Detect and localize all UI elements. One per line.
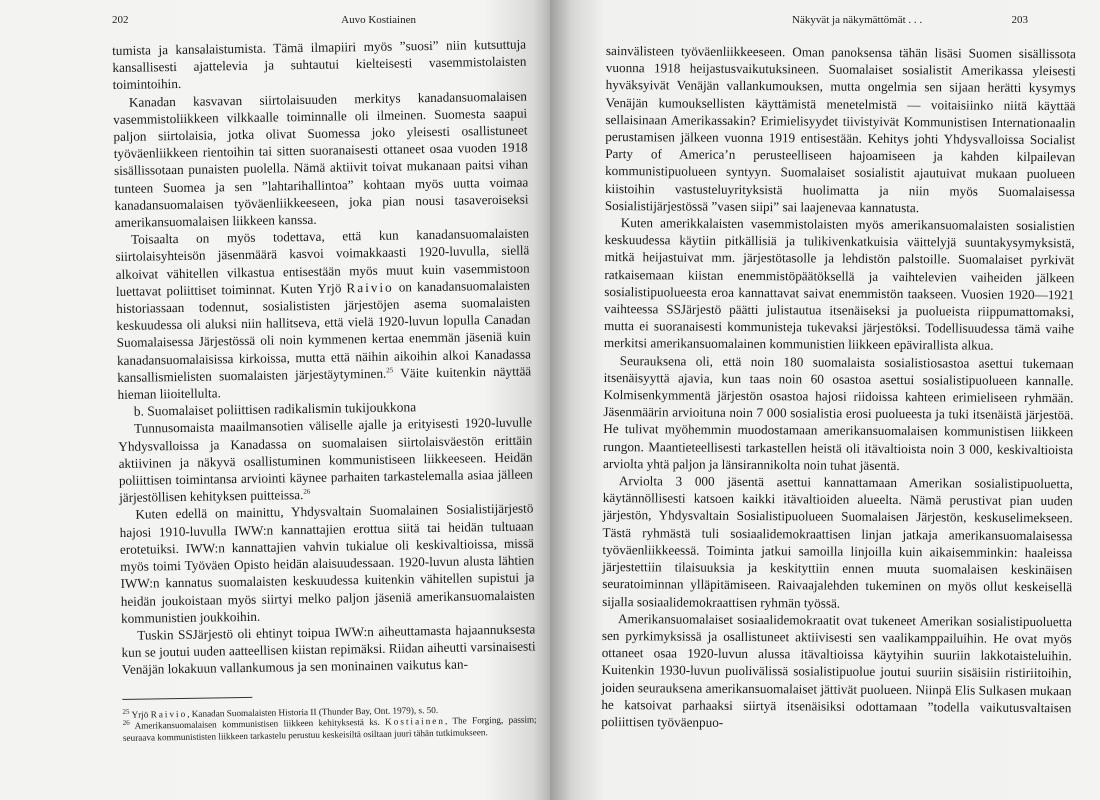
footnote: $^{25}$ Yrjö Raivio, Kanadan Suomalaisten Historia II (Thunder Bay, Ont. 1979), s. 50. <box>122 704 439 720</box>
right-running-head <box>606 14 1076 42</box>
right-page <box>550 0 1100 800</box>
left-page-number: 202 <box>112 14 129 26</box>
paragraph: Seurauksena oli, että noin 180 suomalaista sosialistiosastoa asettui tukemaan itsenäisyyttä ajavia, kun taas noin 60 osastoa asettui sosialistipuolueen kannalle. Kolmisenkymmentä järjestön osastoa hajosi riidoissa kahteen erimieliseen ryhmään. Jäsenmäärin arvioituna noin 7 000 sosialistia erosi puolueesta ja tuki itsenäistä järjestöä. He tulivat myöhemmin muodostamaan amerikansuomalaisen kommunistisen liikkeen rungon. Maantieteellisesti tarkastellen heistä oli itävaltioista noin 3 000, keskivaltioista arviolta yhtä paljon ja länsirannikolta noin tuhat jäsentä. <box>603 352 1074 473</box>
right-page-number: 203 <box>1011 14 1028 26</box>
right-running-title: Näkyvät ja näkymättömät . . . <box>792 14 923 26</box>
paragraph: Kuten amerikkalaisten vasemmistolaisten myös amerikansuomalaisten sosialistien keskuudessa käytiin pitkällisiä ja tulikivenkatkuisia väittelyjä suuntakysymyksistä, mitkä heijastuivat mm. järjestötasolle ja lehdistön palstoille. Suomalaiset pyrkivät ratkaisemaan kiistan enemmistöpäätöksellä ja vaihtelevien vaiheiden jälkeen sosialistipuolueesta eroa kannattavat saivat enemmistön taakseen. Vuosien 1920—1921 vaihteessa SSJärjestö päätti julistautua itsenäiseksi ja puolueista riippumattomaksi, mutta ei suoranaisesti kommunisteja tukevaksi järjestöksi. Todellisuudessa tämä vaihe merkitsi amerikansuomalainen kommunistien liikkeen epävirallista alkua. <box>603 215 1075 354</box>
paragraph: tumista ja kansalaistumista. Tämä ilmapiiri myös ”suosi” niin kutsuttuja kansallisesti ajattelevia ja suhtautui kielteisesti vasemmistolaisten toimintoihin. <box>112 36 527 93</box>
paragraph: sainvälisteen työväenliikkeeseen. Oman panoksensa tähän lisäsi Suomen sisällissota vuonna 1918 heijastusvaikutuksineen. Suomalaiset sosialistit Amerikassa yleisesti hyväksyivät Venäjän vallankumouksen, mutta ongelmia sen sijaan herätti kysymys Venäjän kumouksellisten käyttämistä menetelmistä — voitaisiinko niitä käyttää sellaisinaan Amerikassakin? Erimielisyydet tiivistyivät Kommunistisen Internationaalin perustamisen jälkeen vuonna 1919 entisestään. Kehitys johti Yhdysvalloissa Socialist Party of America’n perusteelliseen hajoamiseen ja kahden kilpailevan kommunistipuolueen syntyyn. Suomalaiset sosialistit ajautuivat mukaan puolueen kiistoihin vastusteluyrityksistä huolimatta ja niin myös Suomalaisessa Sosialistijärjestössä ”vasen siipi” sai laajenevaa kannatusta. <box>604 42 1076 216</box>
right-body-text <box>601 42 1076 733</box>
footnote-ref: 25 <box>386 366 394 375</box>
paragraph: Tunnusomaista maailmansotien väliselle ajalle ja erityisesti 1920-luvulle Yhdysvalloissa ja Kanadassa on suomalaisen siirtolaisväestön erittäin aktiivinen ja näkyvä osallistuminen kommunistiseen liikkeeseen. Heidän poliittisen toimintansa arviointi käynee parhaiten tarkastelemalla asiaa jälleen järjestöllisen kehityksen puitteissa.$^{26}$ <box>118 414 533 506</box>
paragraph: Kanadan kasvavan siirtolaisuuden merkitys kanadansuomalaisen vasemmistoliikkeen vilkkaalle toiminnalle oli ilmeinen. Suomesta saapui paljon siirtolaisia, jotka olivat Suomessa joko yleisesti osallistuneet työväenliikkeen rientoihin tai sitten suoranaisesti ottaneet osaa vuoden 1918 sisällissotaan punaisten puolella. Nämä aktiivit toivat mukanaan paitsi vihan tunteen Suomea ja sen ”lahtarihallintoa” kohtaan myös uutta voimaa kanadansuomalaisen työväenliikkeeseen, joka pian nousi tasaveroiseksi amerikansuomalaisen liikkeen kanssa. <box>113 88 529 231</box>
paragraph: Kuten edellä on mainittu, Yhdysvaltain Suomalainen Sosialistijärjestö hajosi 1910-luvulla IWW:n kannattajien erottua siitä tai heidän tultuaan erotetuiksi. IWW:n kannattajien vahvin tukialue oli keskivaltioissa, missä myös toimi Työväen Opisto heidän alaisuudessaan. 1920-luvun alusta lähtien IWW:n kannatus suomalaisten keskuudessa kuitenkin vähitellen supistui ja heidän joukoistaan myös siirtyi melko paljon jäseniä amerikansuomalaisten kommunistien joukkoihin. <box>119 500 535 626</box>
left-running-title: Auvo Kostiainen <box>341 14 416 26</box>
author-name: Raivio <box>346 279 394 296</box>
footnote-divider <box>122 696 252 699</box>
section-heading: b. Suomalaiset poliittisen radikalismin tukijoukkona <box>133 399 417 419</box>
footnote-ref: 26 <box>303 487 311 496</box>
paragraph: Toisaalta on myös todettava, että kun kanadansuomalaisten siirtolaisyhteisön jäsenmäärä kasvoi voimakkaasti 1920-luvulla, siellä alkoivat vähitellen vilkastua entisestään myös muut kuin vasemmistoon luettavat poliittiset toiminnat. Kuten Yrjö Raivio on kanadansuomalaisten historiassaan todennut, sosialististen järjestöjen asema suomalaisten keskuudessa oli aluksi niin hallitseva, että vielä 1920-luvun lopulla Canadan Suomalaisessa Järjestössä oli noin kymmenen kertaa enemmän jäseniä kuin kanadansuomalaisissa kirkoissa, mutta että näihin aikoihin alkoi Kanadassa kansallismielisten suomalaisten järjestäytyminen.$^{25}$ Väite kuitenkin näyttää hieman liioitellulta. <box>115 225 532 403</box>
paragraph: Amerikansuomalaiset sosiaalidemokraatit ovat tukeneet Amerikan sosialistipuoluetta sen pyrkimyksissä ja osallistuneet aktiivisesti sen vaalikamppailuihin. He ovat myös ottaneet osaa 1920-luvun alussa itävaltioissa käytyihin suuriin lakkotaisteluihin. Kuitenkin 1930-luvun puolivälissä sosialistipuolue joutui suuriin sisäisiin ristiriitoihin, joiden seurauksena amerikansuomalaiset jättivät puolueen. Niinpä Elis Sulkasen mukaan he katsoivat parhaaksi siirtyä itsenäisiksi odottamaan ”todella vaikutusvaltaisen poliittisen työväenpuo- <box>601 610 1073 730</box>
paragraph: Tuskin SSJärjestö oli ehtinyt toipua IWW:n aiheuttamasta hajaannuksesta kun se joutui uuden aatteellisen kiistan repimäksi. Riidan aiheutti varsinaisesti Venäjän lokakuun vallankumous ja sen moninainen vaikutus kan- <box>121 621 536 678</box>
footnote: $^{26}$ Amerikansuomalaisen kommunistisen liikkeen kehityksestä ks. Kostiainen, The Forging, passim; seuraava kommunististen liikkeen tarkastelu perustuu keskeisiltä osiltaan juuri tähän tutkimukseen. <box>122 714 537 744</box>
footnotes <box>122 703 537 745</box>
paragraph: Arviolta 3 000 jäsentä asettui kannattamaan Amerikan sosialistipuoluetta, käytännöllisesti katsoen kaikki itävaltioiden alueelta. Nämä perustivat pian uuden järjestön, Yhdysvaltain Sosialistipuolueen Suomalaisen Järjestön, keskuselimekseen. Tästä ryhmästä tuli sosiaalidemokraattisen linjan jatkaja amerikansuomalaisessa työväenliikkeessä. Toiminta jatkui samoilla linjoilla kuin aikaisemminkin: haaleissa järjestettiin tilaisuuksia ja keskityttiin ennen muuta suomalaisen keskinäisen seuratoiminnan ylläpitämiseen. Raivaajalehden tukeminen on myös ollut keskeisellä sijalla sosiaalidemokraattisen ryhmän työssä. <box>602 473 1073 611</box>
left-body-text <box>112 35 537 744</box>
